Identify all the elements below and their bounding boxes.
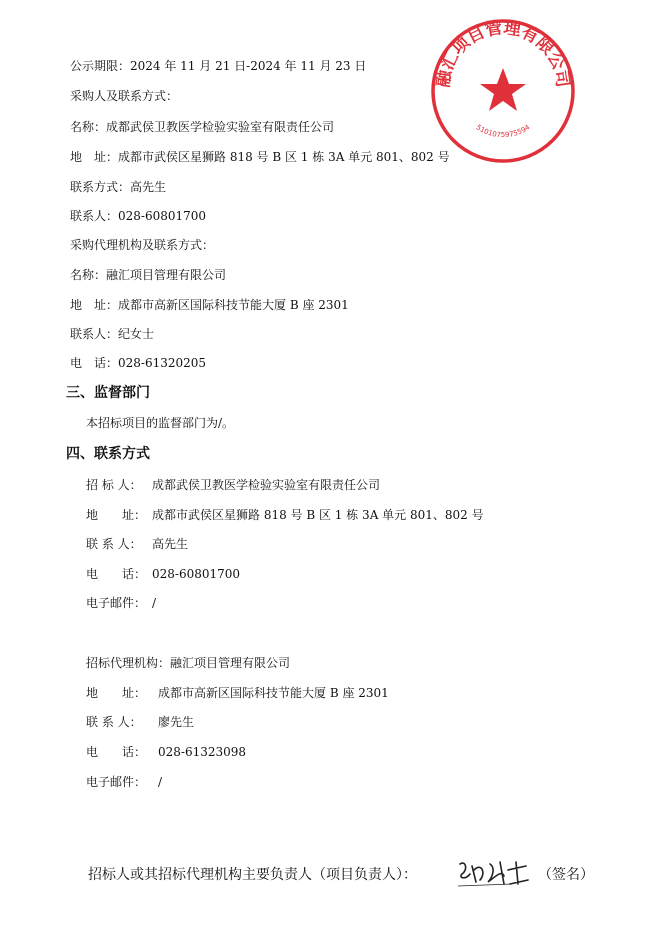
agency-address: 成都市高新区国际科技节能大厦 B 座 2301 [118,298,349,312]
purchaser-heading: 采购人及联系方式： [70,89,179,103]
svg-text:5101075975594: 5101075975594 [474,123,532,140]
purchaser-address-row [70,148,450,165]
agency2-contact: 廖先生 [158,715,195,729]
agency-phone-label: 电 话： [70,356,119,370]
tenderer-email-label: 电子邮件： [86,596,147,610]
agency2-phone: 028-61323098 [158,745,247,759]
agency2-address: 成都市高新区国际科技节能大厦 B 座 2301 [158,686,389,700]
agency2-contact-row [86,713,194,730]
section3-title: 三、监督部门 [66,385,150,401]
agency-address-label: 地 址： [70,298,119,312]
agency-contact-label: 联系人： [70,327,119,341]
purchaser-contact-person-row [70,207,206,224]
agency-name-label: 名称： [70,268,107,282]
agency2-email-row [86,773,162,790]
section3-text: 本招标项目的监督部门为/。 [86,416,235,430]
agency2-phone-row [86,743,246,760]
signature-label: 招标人或其招标代理机构主要负责人（项目负责人）： [88,867,417,883]
tenderer-address-row [86,506,484,523]
agency2-label: 招标代理机构： [86,656,171,670]
agency2: 融汇项目管理有限公司 [170,656,291,670]
agency2-address-row [86,684,389,701]
agency-contact: 纪女士 [118,327,155,341]
agency-heading: 采购代理机构及联系方式： [70,238,215,252]
svg-text:融汇项目管理有限公司: 融汇项目管理有限公司 [433,18,573,89]
section4-title: 四、联系方式 [66,446,150,462]
purchaser-contact-method-label: 联系方式： [70,180,131,194]
purchaser-address: 成都市武侯区星狮路 818 号 B 区 1 栋 3A 单元 801、802 号 [118,150,450,164]
purchaser-name-label: 名称： [70,120,107,134]
tenderer-phone-label: 电 话： [86,567,147,581]
purchaser-contact-method-row [70,178,166,195]
agency2-email-label: 电子邮件： [86,775,147,789]
purchaser-address-label: 地 址： [70,150,119,164]
tenderer-email-row [86,594,156,611]
purchaser-contact-method: 高先生 [130,180,167,194]
publicity-period: 公示期限：2024 年 11 月 21 日-2024 年 11 月 23 日 [70,59,367,73]
agency2-contact-label: 联 系 人： [86,715,142,729]
tenderer: 成都武侯卫教医学检验实验室有限责任公司 [152,478,381,492]
company-seal [428,16,578,166]
signature-suffix: （签名） [538,867,594,883]
agency2-row [86,654,290,671]
tenderer-row [86,476,380,493]
tenderer-address-label: 地 址： [86,508,147,522]
star-icon [480,68,526,111]
agency-name: 融汇项目管理有限公司 [106,268,227,282]
agency2-address-label: 地 址： [86,686,147,700]
handwritten-signature [452,852,532,892]
tenderer-email: / [152,596,157,610]
agency-phone-row [70,354,206,371]
purchaser-name-row [70,118,334,135]
tenderer-address: 成都市武侯区星狮路 818 号 B 区 1 栋 3A 单元 801、802 号 [152,508,484,522]
purchaser-name: 成都武侯卫教医学检验实验室有限责任公司 [106,120,335,134]
purchaser-contact-person-label: 联系人： [70,209,119,223]
agency2-phone-label: 电 话： [86,745,147,759]
tenderer-phone-row [86,565,240,582]
agency2-email: / [158,775,163,789]
tenderer-contact-row [86,535,188,552]
tenderer-phone: 028-60801700 [152,567,241,581]
agency-contact-row [70,325,154,342]
agency-name-row [70,266,226,283]
agency-address-row [70,296,349,313]
purchaser-contact-person: 028-60801700 [118,209,207,223]
tenderer-contact-label: 联 系 人： [86,537,142,551]
agency-phone: 028-61320205 [118,356,207,370]
tenderer-contact: 高先生 [152,537,189,551]
tenderer-label: 招 标 人： [86,478,142,492]
